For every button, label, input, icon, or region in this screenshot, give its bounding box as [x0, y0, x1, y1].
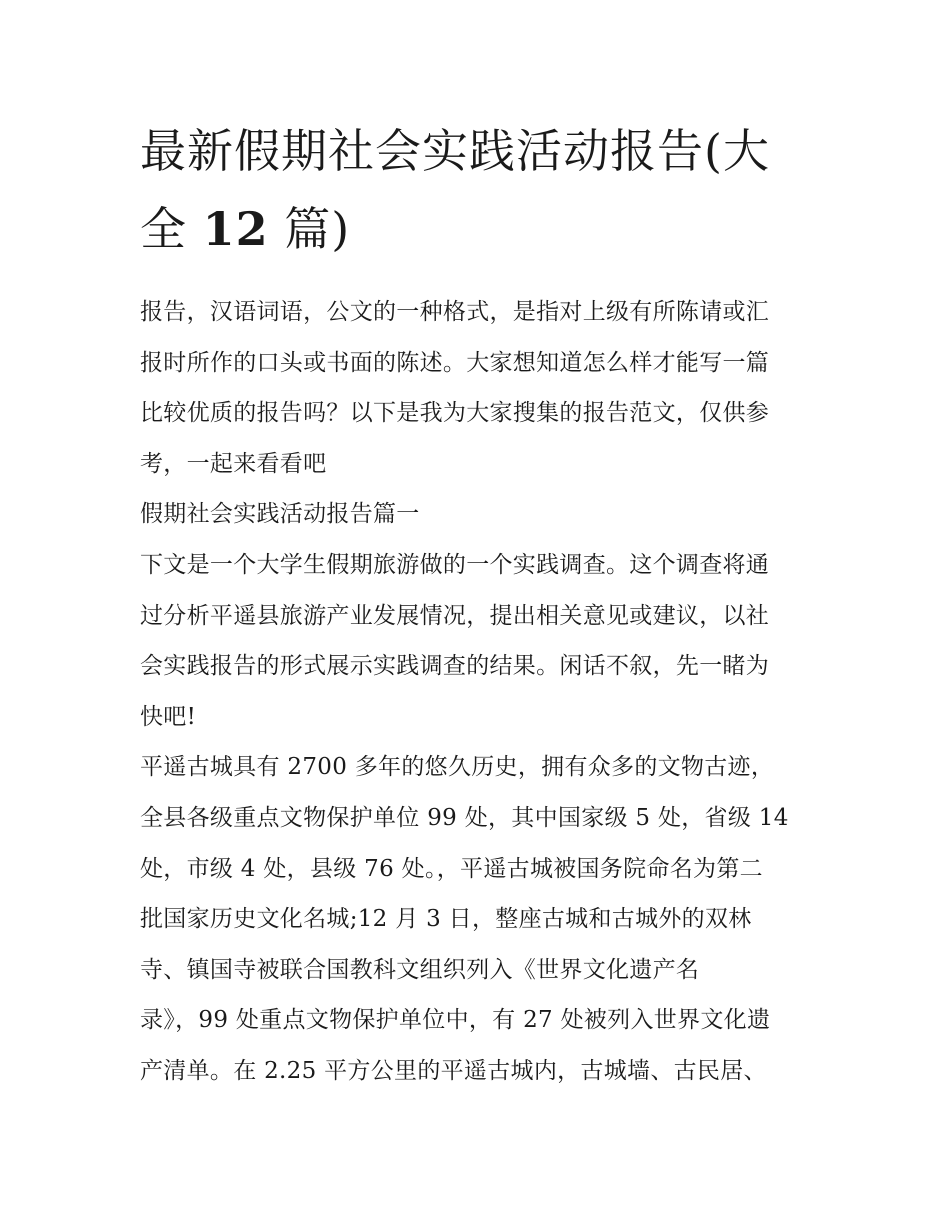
body-line: 比较优质的报告吗？以下是我为大家搜集的报告范文，仅供参: [140, 400, 770, 427]
body-line: 处，市级 4 处，县级 76 处。，平遥古城被国务院命名为第二: [140, 855, 763, 882]
document-body: [140, 287, 812, 1097]
body-line: 批国家历史文化名城;12 月 3 日，整座古城和古城外的双林: [140, 906, 752, 933]
body-line: 报告，汉语词语，公文的一种格式，是指对上级有所陈请或汇: [140, 299, 770, 325]
body-line: 录》，99 处重点文物保护单位中，有 27 处被列入世界文化遗: [140, 1007, 771, 1034]
title-line-2b: 篇): [268, 202, 351, 256]
body-line: 平遥古城具有 2700 多年的悠久历史，拥有众多的文物古迹，: [140, 754, 775, 781]
body-line: 寺、镇国寺被联合国教科文组织列入《世界文化遗产名: [140, 956, 700, 983]
document-title: [140, 112, 812, 268]
title-line-2a: 全: [140, 202, 203, 256]
body-line: 报时所作的口头或书面的陈述。大家想知道怎么样才能写一篇: [140, 349, 770, 376]
body-line: 产清单。在 2.25 平方公里的平遥古城内，古城墙、古民居、: [140, 1057, 767, 1084]
section-heading: 假期社会实践活动报告篇一: [140, 501, 420, 528]
body-line: 考，一起来看看吧: [140, 450, 327, 477]
body-line: 快吧!: [140, 703, 197, 730]
title-number: 12: [202, 202, 269, 256]
document-page: [140, 112, 812, 1097]
title-line-1: 最新假期社会实践活动报告(大: [140, 124, 770, 178]
body-line: 过分析平遥县旅游产业发展情况，提出相关意见或建议，以社: [140, 602, 770, 629]
body-line: 全县各级重点文物保护单位 99 处，其中国家级 5 处，省级 14: [140, 804, 789, 831]
body-line: 下文是一个大学生假期旅游做的一个实践调查。这个调查将通: [140, 551, 770, 578]
body-line: 会实践报告的形式展示实践调查的结果。闲话不叙，先一睹为: [140, 653, 770, 680]
